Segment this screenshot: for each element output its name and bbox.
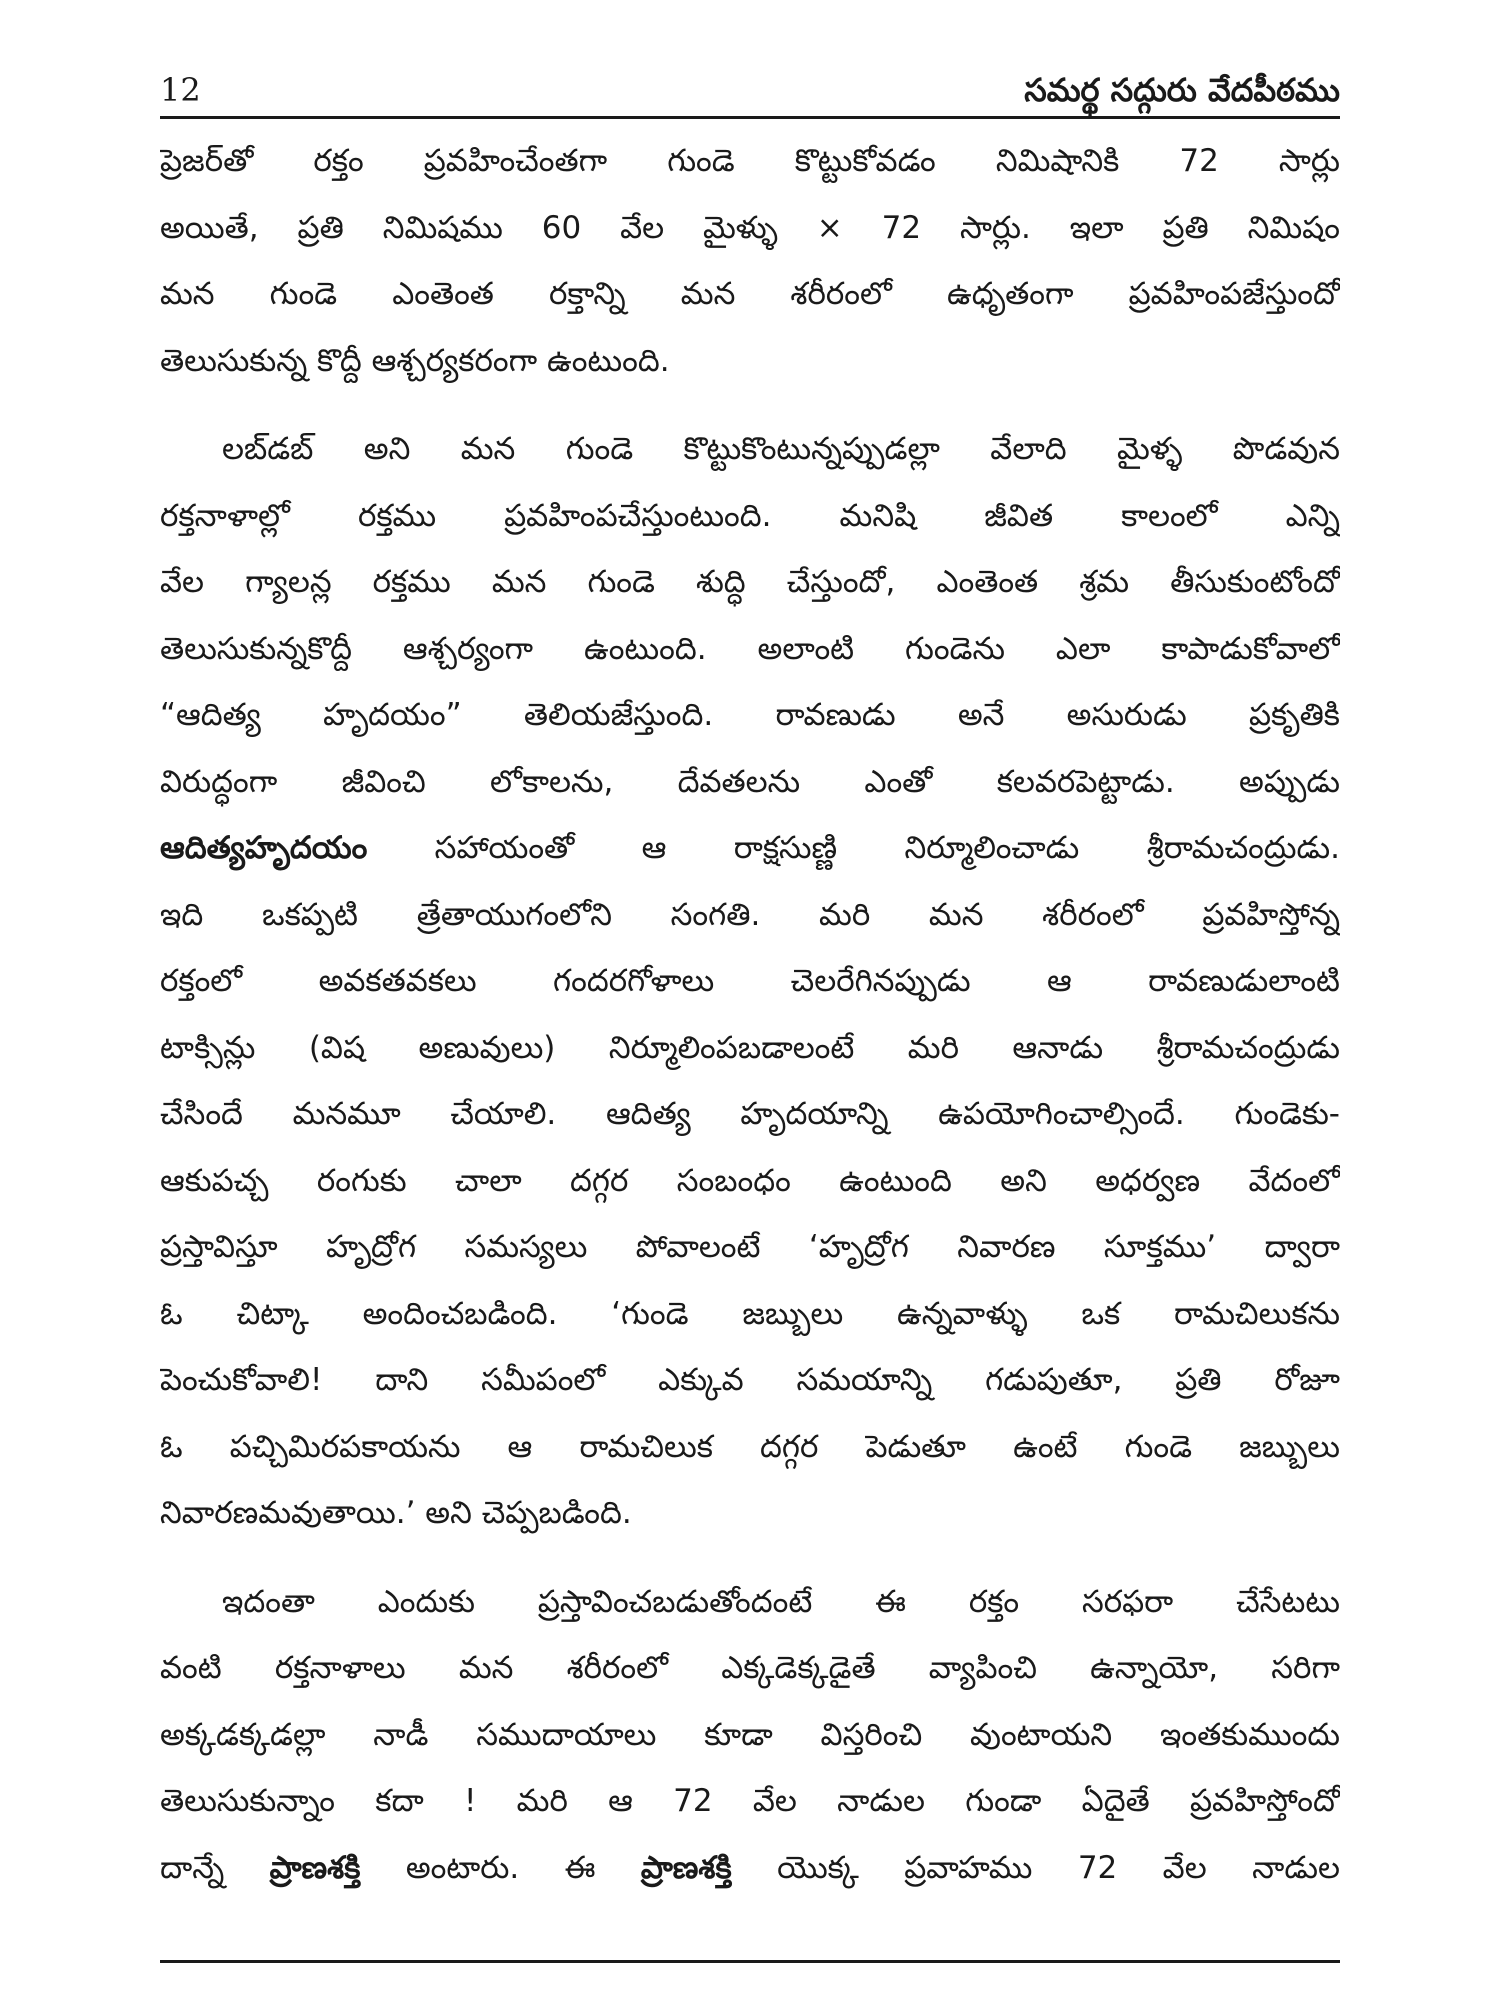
text-line: నివారణమవుతాయి.’ అని చెప్పబడింది.: [160, 1495, 632, 1531]
text-line: ఓ చిట్కా అందించబడింది. ‘గుండె జబ్బులు ఉన్నవాళ్ళు ఒక రామచిలుకను: [160, 1295, 1340, 1332]
text-line: పెంచుకోవాలి! దాని సమీపంలో ఎక్కువ సమయాన్ని గడుపుతూ, ప్రతి రోజూ: [160, 1362, 1340, 1398]
text-line: ఇదంతా ఎందుకు ప్రస్తావించబడుతోందంటే ఈ రక్తం సరఫరా చేసేటటు: [222, 1583, 1340, 1620]
text-line: ఇది ఒకప్పటి త్రేతాయుగంలోని సంగతి. మరి మన శరీరంలో ప్రవహిస్తోన్న: [160, 896, 1340, 933]
page-header: [160, 58, 1340, 114]
text-line: తెలుసుకున్నకొద్దీ ఆశ్చర్యంగా ఉంటుంది. అలాంటి గుండెను ఎలా కాపాడుకోవాలో: [160, 630, 1340, 667]
text-line: అక్కడక్కడల్లా నాడీ సముదాయాలు కూడా విస్తరించి వుంటాయని ఇంతకుముందు: [160, 1716, 1340, 1753]
text-line: తెలుసుకున్న కొద్దీ ఆశ్చర్యకరంగా ఉంటుంది.: [160, 342, 670, 379]
text-line: టాక్సిన్లు (విష అణువులు) నిర్మూలింపబడాలంటే మరి ఆనాడు శ్రీరామచంద్రుడు: [160, 1029, 1340, 1066]
footer-rule: [160, 1960, 1340, 1963]
text-line: రక్తనాళాల్లో రక్తము ప్రవహింపచేస్తుంటుంది. మనిషి జీవిత కాలంలో ఎన్ని: [160, 497, 1340, 534]
text-line: ఆకుపచ్చ రంగుకు చాలా దగ్గర సంబంధం ఉంటుంది అని అధర్వణ వేదంలో: [160, 1162, 1340, 1199]
text-line: రక్తంలో అవకతవకలు గందరగోళాలు చెలరేగినప్పుడు ఆ రావణుడులాంటి: [160, 963, 1340, 999]
text-line: లబ్‌డబ్ అని మన గుండె కొట్టుకొంటున్నప్పుడల్లా వేలాది మైళ్ళ పొడవున: [222, 431, 1340, 467]
text-line: తెలుసుకున్నాం కదా ! మరి ఆ 72 వేల నాడుల గుండా ఏదైతే ప్రవహిస్తోందో: [160, 1783, 1340, 1819]
text-line: అయితే, ప్రతి నిమిషము 60 వేల మైళ్ళు × 72 సార్లు. ఇలా ప్రతి నిమిషం: [160, 209, 1340, 246]
paragraph-2: [160, 416, 1340, 1547]
header-rule: [160, 116, 1340, 119]
text-line: చేసిందే మనమూ చేయాలి. ఆదిత్య హృదయాన్ని ఉపయోగించాల్సిందే. గుండెకు-: [160, 1096, 1340, 1132]
page-number: 12: [160, 71, 201, 109]
text-line: వేల గ్యాలన్ల రక్తము మన గుండె శుద్ధి చేస్తుందో, ఎంతెంత శ్రమ తీసుకుంటోందో: [160, 564, 1340, 600]
text-line: దాన్నే ప్రాణశక్తి అంటారు. ఈ ప్రాణశక్తి యొక్క ప్రవాహము 72 వేల నాడుల: [160, 1849, 1340, 1886]
text-line: విరుద్ధంగా జీవించి లోకాలను, దేవతలను ఎంతో కలవరపెట్టాడు. అప్పుడు: [160, 763, 1340, 800]
text-line: ఆదిత్యహృదయం సహాయంతో ఆ రాక్షసుణ్ణి నిర్మూలించాడు శ్రీరామచంద్రుడు.: [160, 830, 1340, 866]
text-line: ప్రస్తావిస్తూ హృద్రోగ సమస్యలు పోవాలంటే ‘హృద్రోగ నివారణ సూక్తము’ ద్వారా: [160, 1229, 1340, 1265]
paragraph-1: [160, 128, 1340, 394]
text-line: ప్రెజర్‌తో రక్తం ప్రవహించేంతగా గుండె కొట్టుకోవడం నిమిషానికి 72 సార్లు: [160, 143, 1340, 179]
running-title: సమర్థ సద్గురు వేదపీఠము: [1024, 71, 1340, 109]
paragraph-3: [160, 1569, 1340, 1902]
text-line: “ఆదిత్య హృదయం” తెలియజేస్తుంది. రావణుడు అనే అసురుడు ప్రకృతికి: [160, 697, 1340, 733]
text-line: మన గుండె ఎంతెంత రక్తాన్ని మన శరీరంలో ఉధృతంగా ప్రవహింపజేస్తుందో: [160, 276, 1340, 312]
text-line: వంటి రక్తనాళాలు మన శరీరంలో ఎక్కడెక్కడైతే వ్యాపించి ఉన్నాయో, సరిగా: [160, 1650, 1340, 1686]
body-text: [160, 128, 1340, 1923]
text-line: ఓ పచ్చిమిరపకాయను ఆ రామచిలుక దగ్గర పెడుతూ ఉంటే గుండె జబ్బులు: [160, 1428, 1340, 1465]
